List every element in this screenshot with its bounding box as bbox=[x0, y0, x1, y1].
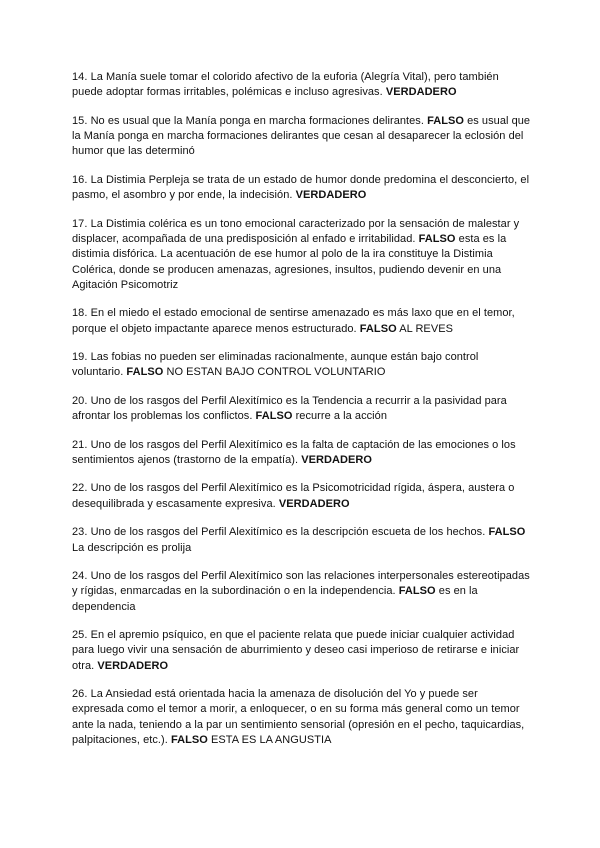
answer-note: recurre a la acción bbox=[295, 410, 388, 423]
item-number: 15. bbox=[72, 114, 88, 127]
item-text: La Ansiedad está orientada hacia la amenaza de disolución del Yo y puede ser expresada como el temor a morir, a enloquecer, o en su forma más general como un temor ante la nada, teniendo a la par un sentimiento sensorial (opresión en el pecho, taquicardias, palpitaciones, etc.). bbox=[72, 688, 525, 747]
item-number: 20. bbox=[72, 394, 88, 407]
item-number: 23. bbox=[72, 526, 88, 539]
question-18 bbox=[72, 306, 532, 337]
question-16 bbox=[72, 173, 532, 204]
answer-label: VERDADERO bbox=[385, 86, 457, 99]
question-14 bbox=[72, 70, 532, 101]
answer-label: FALSO bbox=[427, 114, 464, 127]
answer-note: es usual que la Manía ponga en marcha formaciones delirantes que cesan al desaparecer la eclosión del humor que las determinó bbox=[72, 114, 531, 158]
item-text: La Manía suele tomar el colorido afectivo de la euforia (Alegría Vital), pero también puede adoptar formas irritables, polémicas e incluso agresivas. bbox=[72, 71, 499, 99]
question-26 bbox=[72, 687, 532, 748]
answer-note: ESTA ES LA ANGUSTIA bbox=[210, 734, 332, 747]
answer-label: FALSO bbox=[359, 322, 397, 335]
answer-label: FALSO bbox=[488, 526, 526, 539]
question-23 bbox=[72, 525, 532, 556]
item-text: La Distimia Perpleja se trata de un estado de humor donde predomina el desconcierto, el pasmo, el asombro y por ende, la indecisión. bbox=[72, 173, 530, 202]
item-number: 17. bbox=[72, 217, 88, 230]
question-19 bbox=[72, 350, 532, 381]
document-page bbox=[72, 70, 532, 762]
item-text: Uno de los rasgos del Perfil Alexitímico es la Tendencia a recurrir a la pasividad para afrontar los problemas los conflictos. bbox=[72, 394, 507, 423]
answer-label: FALSO bbox=[170, 734, 208, 747]
question-17 bbox=[72, 217, 532, 293]
answer-label: FALSO bbox=[398, 585, 436, 598]
answer-label: FALSO bbox=[255, 410, 293, 423]
question-21 bbox=[72, 438, 532, 469]
item-text: Uno de los rasgos del Perfil Alexitímico son las relaciones interpersonales estereotipadas y rígidas, enmarcadas en la subordinación o en la independencia. bbox=[72, 570, 530, 598]
item-text: Uno de los rasgos del Perfil Alexitímico es la Psicomotricidad rígida, áspera, austera o desequilibrada y escasamente expresiva. bbox=[72, 482, 515, 510]
item-number: 21. bbox=[72, 438, 88, 451]
answer-label: VERDADERO bbox=[97, 659, 169, 672]
answer-note: NO ESTAN BAJO CONTROL VOLUNTARIO bbox=[166, 366, 386, 379]
item-text: Uno de los rasgos del Perfil Alexitímico es la descripción escueta de los hechos. bbox=[90, 526, 486, 539]
item-number: 14. bbox=[72, 71, 88, 83]
question-20 bbox=[72, 394, 532, 425]
answer-note: La descripción es prolija bbox=[72, 541, 192, 554]
item-number: 16. bbox=[72, 173, 88, 186]
item-number: 26. bbox=[72, 688, 88, 701]
answer-label: FALSO bbox=[418, 232, 456, 245]
item-number: 19. bbox=[72, 351, 88, 364]
item-number: 24. bbox=[72, 570, 88, 582]
item-number: 18. bbox=[72, 307, 88, 320]
item-number: 25. bbox=[72, 629, 88, 642]
answer-note: esta es la distimia disfórica. La acentuación de ese humor al polo de la ira constituye la Distimia Colérica, donde se producen amenazas, agresiones, insultos, pudiendo devenir en una Agitación Psicomotriz bbox=[72, 232, 507, 291]
item-text: Uno de los rasgos del Perfil Alexitímico es la falta de captación de las emociones o los sentimientos ajenos (trastorno de la empatía). bbox=[72, 438, 516, 466]
item-text: En el miedo el estado emocional de sentirse amenazado es más laxo que en el temor, porque el objeto impactante aparece menos estructurado. bbox=[72, 307, 515, 335]
item-text: En el apremio psíquico, en que el paciente relata que puede iniciar cualquier actividad para luego vivir una sensación de aburrimiento y deseo casi imperioso de retirarse e iniciar otra. bbox=[72, 629, 520, 672]
answer-note: AL REVES bbox=[399, 322, 453, 335]
answer-label: FALSO bbox=[126, 366, 164, 379]
item-text: La Distimia colérica es un tono emocional caracterizado por la sensación de malestar y displacer, acompañada de una predisposición al enfado e irritabilidad. bbox=[72, 217, 520, 245]
question-25 bbox=[72, 628, 532, 674]
answer-label: VERDADERO bbox=[301, 453, 372, 466]
item-text: Las fobias no pueden ser eliminadas racionalmente, aunque están bajo control voluntario. bbox=[72, 351, 479, 379]
item-number: 22. bbox=[72, 482, 88, 495]
answer-label: VERDADERO bbox=[278, 497, 350, 510]
answer-note: es en la dependencia bbox=[72, 585, 478, 613]
answer-label: VERDADERO bbox=[295, 189, 367, 202]
question-24 bbox=[72, 569, 532, 615]
item-text: No es usual que la Manía ponga en marcha formaciones delirantes. bbox=[90, 114, 424, 127]
question-15 bbox=[72, 114, 532, 160]
question-22 bbox=[72, 481, 532, 512]
